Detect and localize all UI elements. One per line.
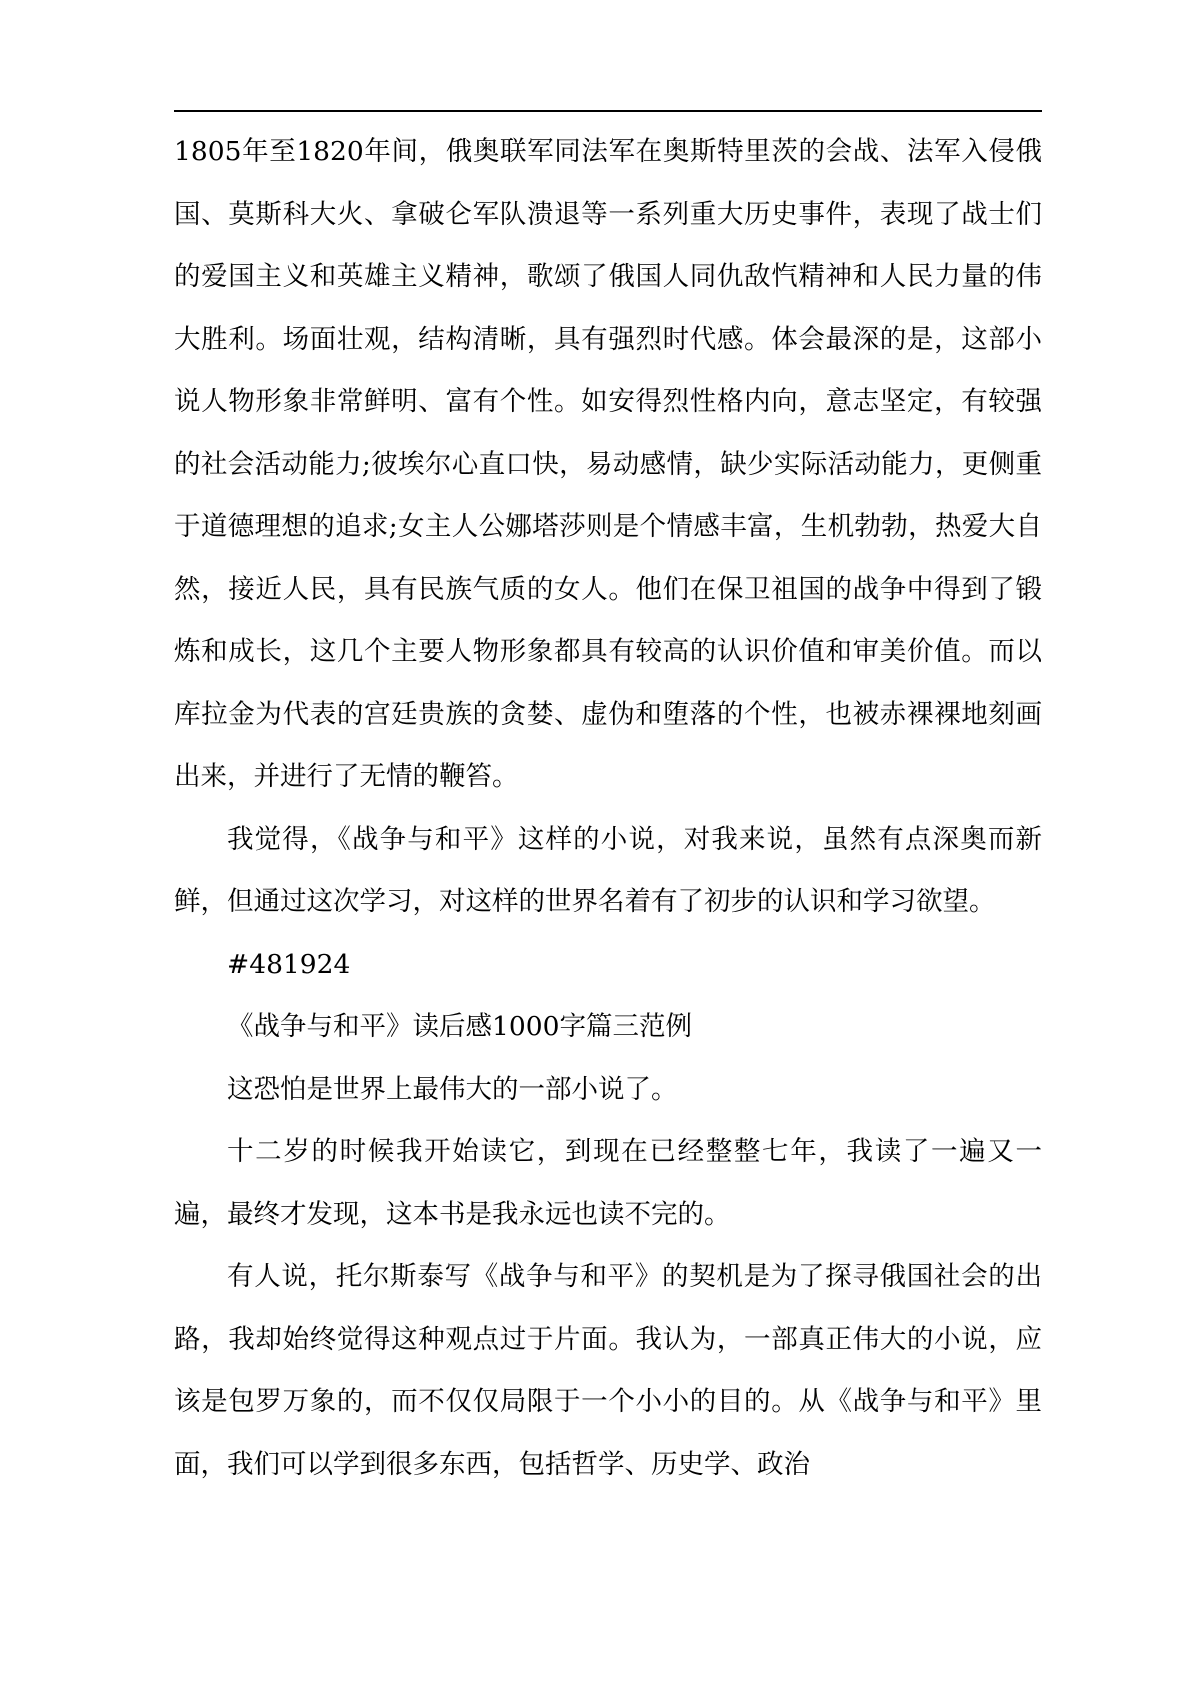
paragraph-2: 我觉得，《战争与和平》这样的小说，对我来说，虽然有点深奥而新鲜，但通过这次学习，对这样的世界名着有了初步的认识和学习欲望。 bbox=[174, 823, 1042, 917]
paragraph-5: 有人说，托尔斯泰写《战争与和平》的契机是为了探寻俄国社会的出路，我却始终觉得这种观点过于片面。我认为，一部真正伟大的小说，应该是包罗万象的，而不仅仅局限于一个小小的目的。从《战争与和平》里面，我们可以学到很多东西，包括哲学、历史学、政治 bbox=[174, 1261, 1042, 1480]
paragraph-4: 十二岁的时候我开始读它，到现在已经整整七年，我读了一遍又一遍，最终才发现，这本书是我永远也读不完的。 bbox=[174, 1136, 1042, 1230]
paragraph-id: #481924 bbox=[227, 948, 351, 980]
section-title: 《战争与和平》读后感1000字篇三范例 bbox=[227, 1011, 692, 1042]
document-body bbox=[174, 121, 1042, 1496]
paragraph-1: 1805年至1820年间，俄奥联军同法军在奥斯特里茨的会战、法军入侵俄国、莫斯科大火、拿破仑军队溃退等一系列重大历史事件，表现了战士们的爱国主义和英雄主义精神，歌颂了俄国人同仇敌忾精神和人民力量的伟大胜利。场面壮观，结构清晰，具有强烈时代感。体会最深的是，这部小说人物形象非常鲜明、富有个性。如安得烈性格内向，意志坚定，有较强的社会活动能力;彼埃尔心直口快，易动感情，缺少实际活动能力，更侧重于道德理想的追求;女主人公娜塔莎则是个情感丰富，生机勃勃，热爱大自然，接近人民，具有民族气质的女人。他们在保卫祖国的战争中得到了锻炼和成长，这几个主要人物形象都具有较高的认识价值和审美价值。而以库拉金为代表的宫廷贵族的贪婪、虚伪和堕落的个性，也被赤裸裸地刻画出来，并进行了无情的鞭笞。 bbox=[174, 136, 1042, 792]
paragraph-3: 这恐怕是世界上最伟大的一部小说了。 bbox=[227, 1073, 678, 1105]
header-rule bbox=[174, 110, 1042, 112]
